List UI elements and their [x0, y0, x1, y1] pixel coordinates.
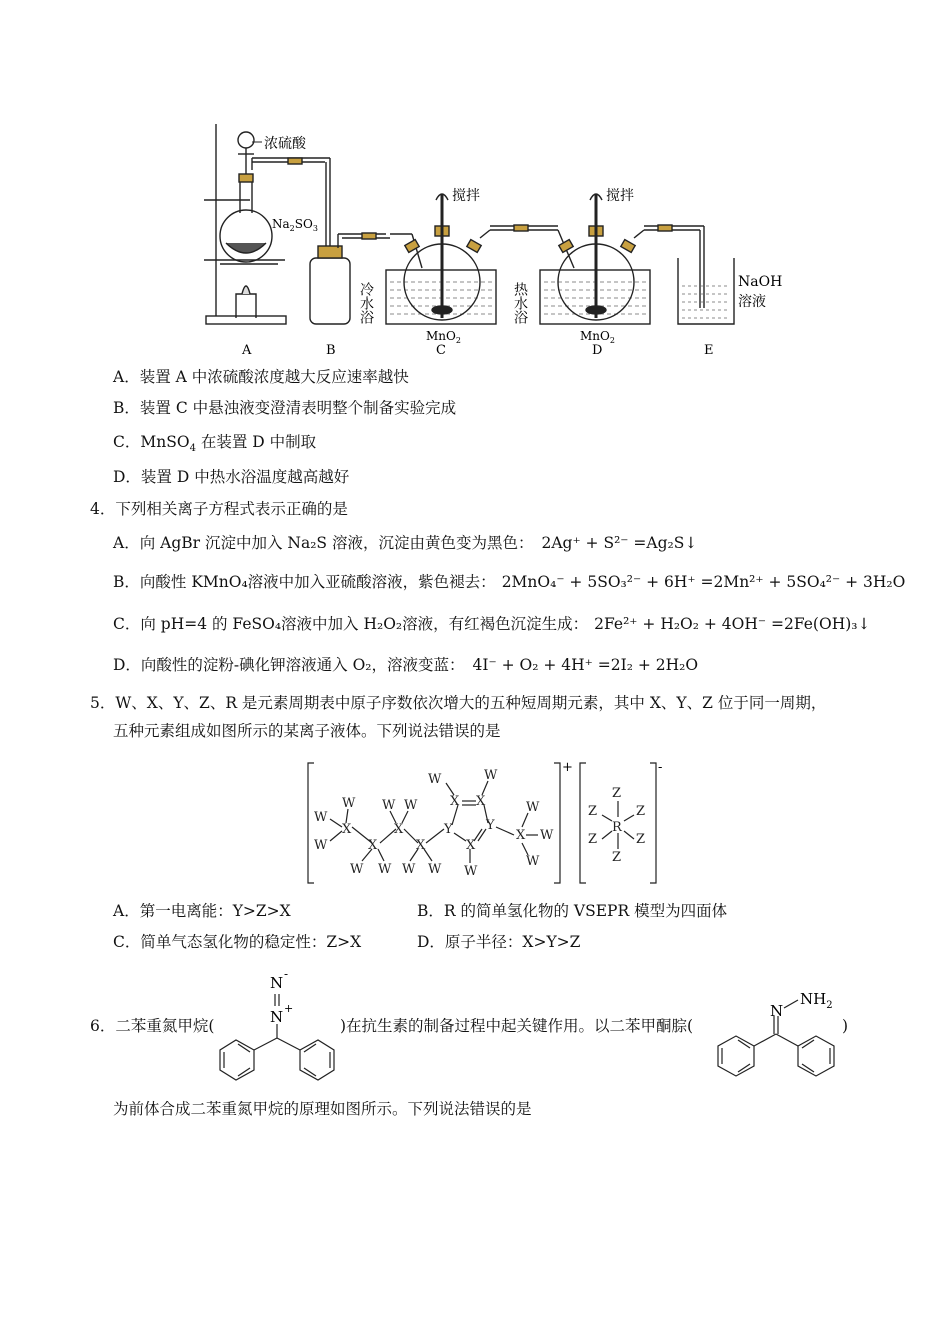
cold-bath-label: 冷水浴 [358, 282, 374, 324]
svg-text:X: X [342, 822, 352, 837]
svg-text:R: R [612, 820, 622, 835]
hydrazone-n: N [770, 1002, 784, 1020]
q5-stem-2: 五种元素组成如图所示的某离子液体。下列说法错误的是 [113, 722, 501, 740]
svg-text:W: W [404, 798, 418, 813]
q4-option-c-text: C．向 pH=4 的 FeSO₄溶液中加入 H₂O₂溶液，有红褐色沉淀生成： [113, 615, 589, 633]
svg-text:X: X [450, 794, 460, 809]
svg-text:W: W [342, 796, 356, 811]
diazo-n-top: N [270, 974, 284, 992]
q3-option-c-rest: 在装置 D 中制取 [195, 433, 317, 451]
svg-text:Y: Y [444, 822, 453, 837]
q3-option-a: A．装置 A 中浓硫酸浓度越大反应速率越快 [113, 368, 409, 386]
svg-text:W: W [526, 800, 540, 815]
svg-text:X: X [416, 838, 426, 853]
q5-stem-1: 5．W、X、Y、Z、R 是元素周期表中原子序数依次增大的五种短周期元素，其中 X、Y、Z 位于同一周期， [90, 694, 827, 712]
stir-label-d: 搅拌 [606, 188, 634, 204]
mno2-c-label: MnO$_2$ [426, 329, 461, 345]
svg-text:W: W [464, 864, 478, 879]
q4-option-a-text: A．向 AgBr 沉淀中加入 Na₂S 溶液，沉淀由黄色变为黑色： [113, 534, 534, 552]
diazo-n-mid: N [270, 1008, 284, 1026]
label-c: C [436, 343, 446, 358]
svg-text:W: W [350, 862, 364, 877]
diphenyldiazomethane-structure [216, 968, 340, 1086]
svg-text:Y: Y [486, 818, 495, 833]
diazo-n-top-charge: - [284, 968, 289, 981]
svg-text:X: X [368, 838, 378, 853]
q4-option-a [113, 533, 697, 553]
label-e: E [704, 343, 714, 358]
svg-text:Z: Z [588, 804, 598, 819]
q6-line-2: 为前体合成二苯重氮甲烷的原理如图所示。下列说法错误的是 [113, 1100, 532, 1118]
q4-option-c-eq: 2Fe²⁺ + H₂O₂ + 4OH⁻ =2Fe(OH)₃↓ [594, 615, 871, 633]
q3-option-b: B．装置 C 中悬浊液变澄清表明整个制备实验完成 [113, 399, 457, 417]
svg-text:X: X [394, 822, 404, 837]
naoh-solution-label: 溶液 [738, 294, 766, 310]
svg-text:Z: Z [612, 786, 622, 801]
svg-text:W: W [484, 768, 498, 783]
q5-option-a: A．第一电离能：Y>Z>X [113, 902, 291, 920]
svg-text:W: W [402, 862, 416, 877]
q4-stem: 4．下列相关离子方程式表示正确的是 [90, 500, 348, 518]
mno2-d-label: MnO$_2$ [580, 329, 615, 345]
svg-text:W: W [428, 862, 442, 877]
svg-text:W: W [314, 838, 328, 853]
reagent-label: $Na_2SO_3$ [272, 217, 318, 233]
svg-text:W: W [314, 810, 328, 825]
q3-option-d: D．装置 D 中热水浴温度越高越好 [113, 468, 350, 486]
q5-option-d: D．原子半径：X>Y>Z [417, 933, 581, 951]
svg-text:W: W [428, 772, 442, 787]
q3-option-c-prefix: C． [113, 433, 141, 451]
q6-part-3: ) [842, 1017, 849, 1035]
ionic-liquid-structure [300, 757, 670, 889]
label-b: B [326, 343, 336, 358]
q4-option-d-text: D．向酸性的淀粉-碘化钾溶液通入 O₂，溶液变蓝： [113, 656, 465, 674]
q4-option-c [113, 614, 870, 634]
label-a: A [242, 343, 252, 358]
conc-acid-label: 浓硫酸 [264, 136, 306, 152]
q4-option-d-eq: 4I⁻ + O₂ + 4H⁺ =2I₂ + 2H₂O [472, 656, 699, 674]
svg-text:W: W [382, 798, 396, 813]
q4-option-b-text: B．向酸性 KMnO₄溶液中加入亚硫酸溶液，紫色褪去： [113, 573, 496, 591]
q4-option-b-eq: 2MnO₄⁻ + 5SO₃²⁻ + 6H⁺ =2Mn²⁺ + 5SO₄²⁻ + 3H₂O [501, 573, 906, 591]
svg-text:Z: Z [636, 832, 646, 847]
hot-bath-label: 热水浴 [512, 282, 528, 324]
svg-text:X: X [516, 828, 526, 843]
q3-option-c-sub: 4 [189, 443, 196, 455]
hydrazone-nh2: $NH_2$ [800, 990, 833, 1011]
svg-text:W: W [540, 828, 554, 843]
label-d: D [592, 343, 603, 358]
svg-text:X: X [466, 838, 476, 853]
diazo-n-mid-charge: + [284, 1002, 294, 1015]
svg-text:Z: Z [588, 832, 598, 847]
naoh-label: NaOH [738, 274, 783, 290]
q4-option-d [113, 655, 698, 675]
svg-text:Z: Z [612, 850, 622, 865]
q4-option-b [113, 572, 905, 592]
q4-option-a-eq: 2Ag⁺ + S²⁻ =Ag₂S↓ [541, 534, 698, 552]
stir-label-c: 搅拌 [452, 188, 480, 204]
benzophenone-hydrazone-structure [712, 986, 842, 1084]
q6-part-1: 6．二苯重氮甲烷( [90, 1017, 215, 1035]
svg-text:W: W [378, 862, 392, 877]
q3-option-c [113, 432, 317, 455]
svg-text:Z: Z [636, 804, 646, 819]
svg-text:W: W [526, 854, 540, 869]
apparatus-diagram [190, 118, 800, 360]
q3-option-c-formula: MnSO [140, 433, 190, 451]
cation-charge: + [562, 760, 573, 775]
q6-part-2: )在抗生素的制备过程中起关键作用。以二苯甲酮腙( [340, 1017, 694, 1035]
anion-charge: - [658, 760, 663, 775]
q5-option-b: B．R 的简单氢化物的 VSEPR 模型为四面体 [417, 902, 728, 920]
q5-option-c: C．简单气态氢化物的稳定性：Z>X [113, 933, 362, 951]
svg-text:X: X [476, 794, 486, 809]
